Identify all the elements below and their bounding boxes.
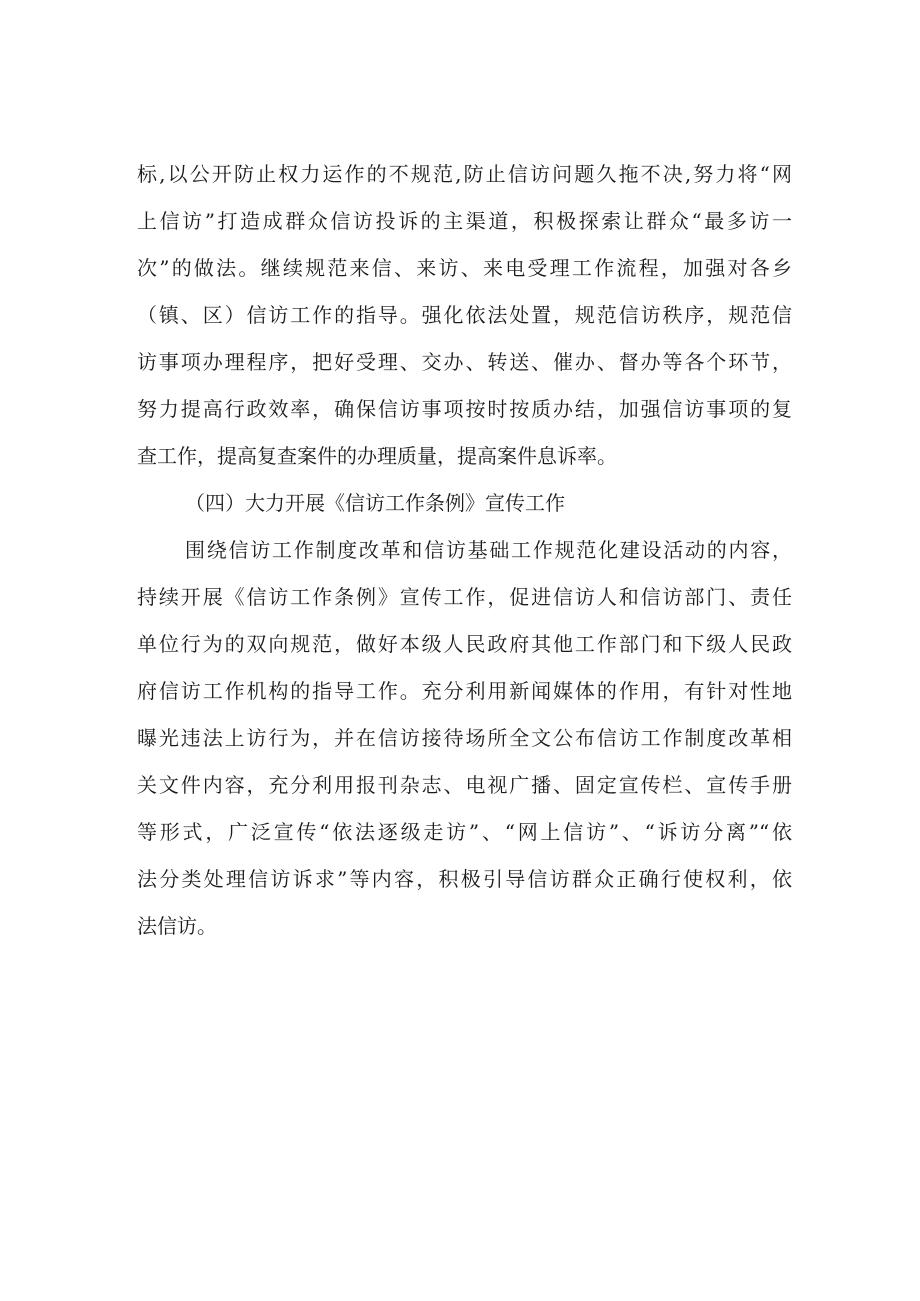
paragraph2-line-9: 法信访。 bbox=[137, 914, 217, 938]
paragraph2-line-7: 等形式，广泛宣传“依法逐级走访”、“网上信访”、“诉访分离”“依 bbox=[137, 820, 792, 844]
paragraph2-line-4: 府信访工作机构的指导工作。充分利用新闻媒体的作用，有针对性地 bbox=[137, 679, 792, 703]
section-heading: （四）大力开展《信访工作条例》宣传工作 bbox=[185, 491, 565, 515]
paragraph1-line-2: 上信访”打造成群众信访投诉的主渠道，积极探索让群众“最多访一 bbox=[137, 209, 792, 233]
paragraph2-line-1: 围绕信访工作制度改革和信访基础工作规范化建设活动的内容， bbox=[185, 538, 792, 562]
paragraph2-line-8: 法分类处理信访诉求”等内容，积极引导信访群众正确行使权利，依 bbox=[137, 867, 792, 891]
paragraph1-line-6: 努力提高行政效率，确保信访事项按时按质办结，加强信访事项的复 bbox=[137, 397, 792, 421]
paragraph1-line-1: 标,以公开防止权力运作的不规范,防止信访问题久拖不决,努力将“网 bbox=[137, 162, 792, 186]
paragraph2-line-5: 曝光违法上访行为，并在信访接待场所全文公布信访工作制度改革相 bbox=[137, 726, 792, 750]
paragraph2-line-6: 关文件内容，充分利用报刊杂志、电视广播、固定宣传栏、宣传手册 bbox=[137, 773, 792, 797]
paragraph1-line-3: 次”的做法。继续规范来信、来访、来电受理工作流程，加强对各乡 bbox=[137, 256, 792, 280]
paragraph2-line-3: 单位行为的双向规范，做好本级人民政府其他工作部门和下级人民政 bbox=[137, 632, 792, 656]
paragraph1-line-5: 访事项办理程序，把好受理、交办、转送、催办、督办等各个环节， bbox=[137, 350, 792, 374]
paragraph1-line-7: 查工作，提高复查案件的办理质量，提高案件息诉率。 bbox=[137, 444, 617, 468]
paragraph1-line-4: （镇、区）信访工作的指导。强化依法处置，规范信访秩序，规范信 bbox=[137, 303, 792, 327]
paragraph2-line-2: 持续开展《信访工作条例》宣传工作，促进信访人和信访部门、责任 bbox=[137, 585, 792, 609]
